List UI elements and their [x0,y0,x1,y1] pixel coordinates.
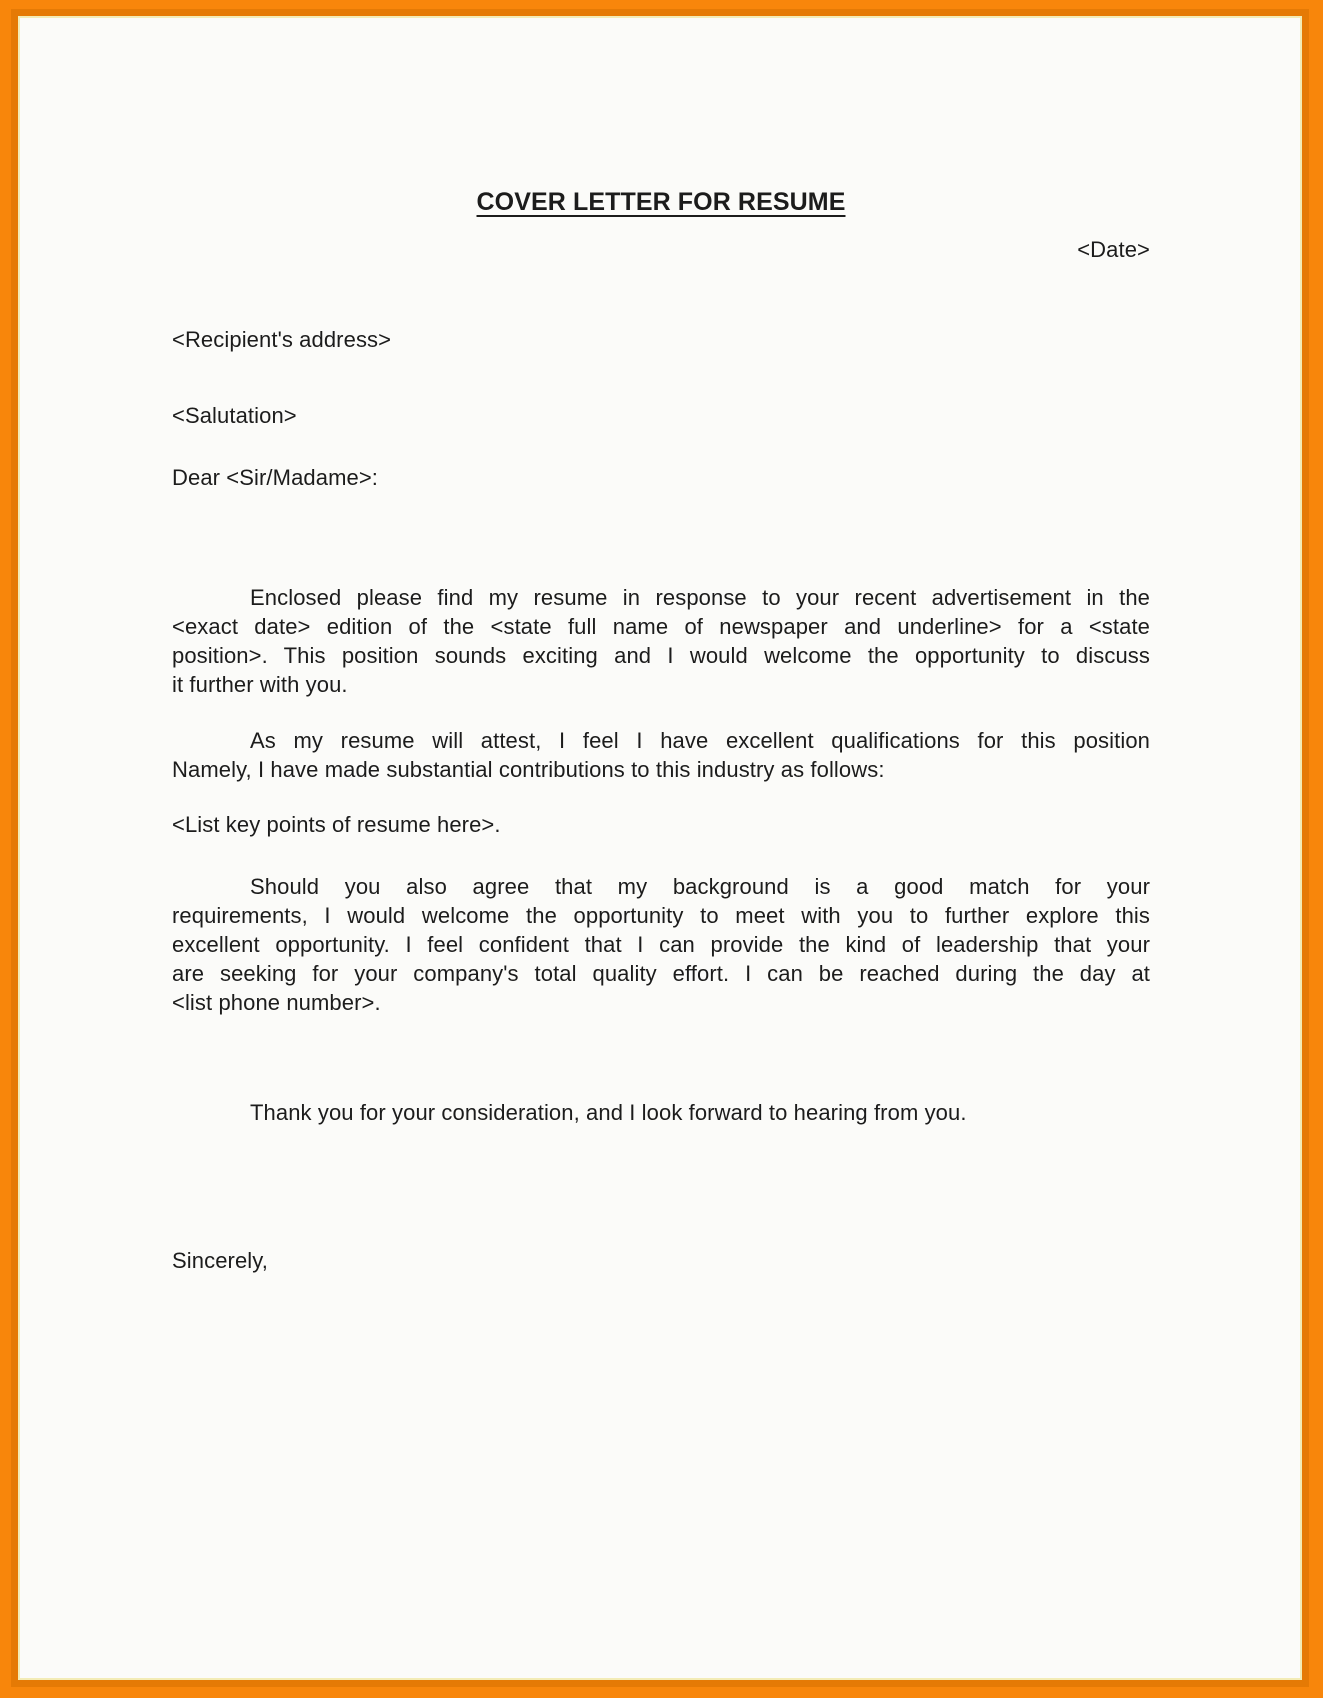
paragraph-line: Enclosed please find my resume in response to your recent advertisement in the [250,585,1150,610]
paragraph-line: <list phone number>. [172,990,381,1015]
salutation-placeholder: <Salutation> [172,403,297,428]
paragraph-line: excellent opportunity. I feel confident that I can provide the kind of leadership that your [172,932,1150,957]
date-placeholder: <Date> [1077,237,1150,262]
closing-line: Sincerely, [172,1248,268,1273]
letter-page [20,18,1300,1678]
paragraph-line: are seeking for your company's total quality effort. I can be reached during the day at [172,961,1150,986]
paragraph-qualifications [172,726,1150,784]
recipient-address-placeholder: <Recipient's address> [172,327,392,352]
thank-you-line: Thank you for your consideration, and I look forward to hearing from you. [250,1100,967,1125]
paragraph-line: it further with you. [172,672,348,697]
paragraph-line: requirements, I would welcome the opportunity to meet with you to further explore this [172,903,1150,928]
greeting-line: Dear <Sir/Madame>: [172,465,378,490]
paragraph-line: position>. This position sounds exciting and I would welcome the opportunity to discuss [172,643,1150,668]
paragraph-line: Namely, I have made substantial contributions to this industry as follows: [172,757,885,782]
letter-title: COVER LETTER FOR RESUME [476,188,846,216]
paragraph-background-match [172,872,1150,1017]
paragraph-line: <exact date> edition of the <state full name of newspaper and underline> for a <state [172,614,1150,639]
resume-key-points-placeholder: <List key points of resume here>. [172,812,501,837]
paragraph-enclosed-resume [172,583,1150,699]
paragraph-line: Should you also agree that my background is a good match for your [250,874,1150,899]
paragraph-line: As my resume will attest, I feel I have excellent qualifications for this position [250,728,1150,753]
